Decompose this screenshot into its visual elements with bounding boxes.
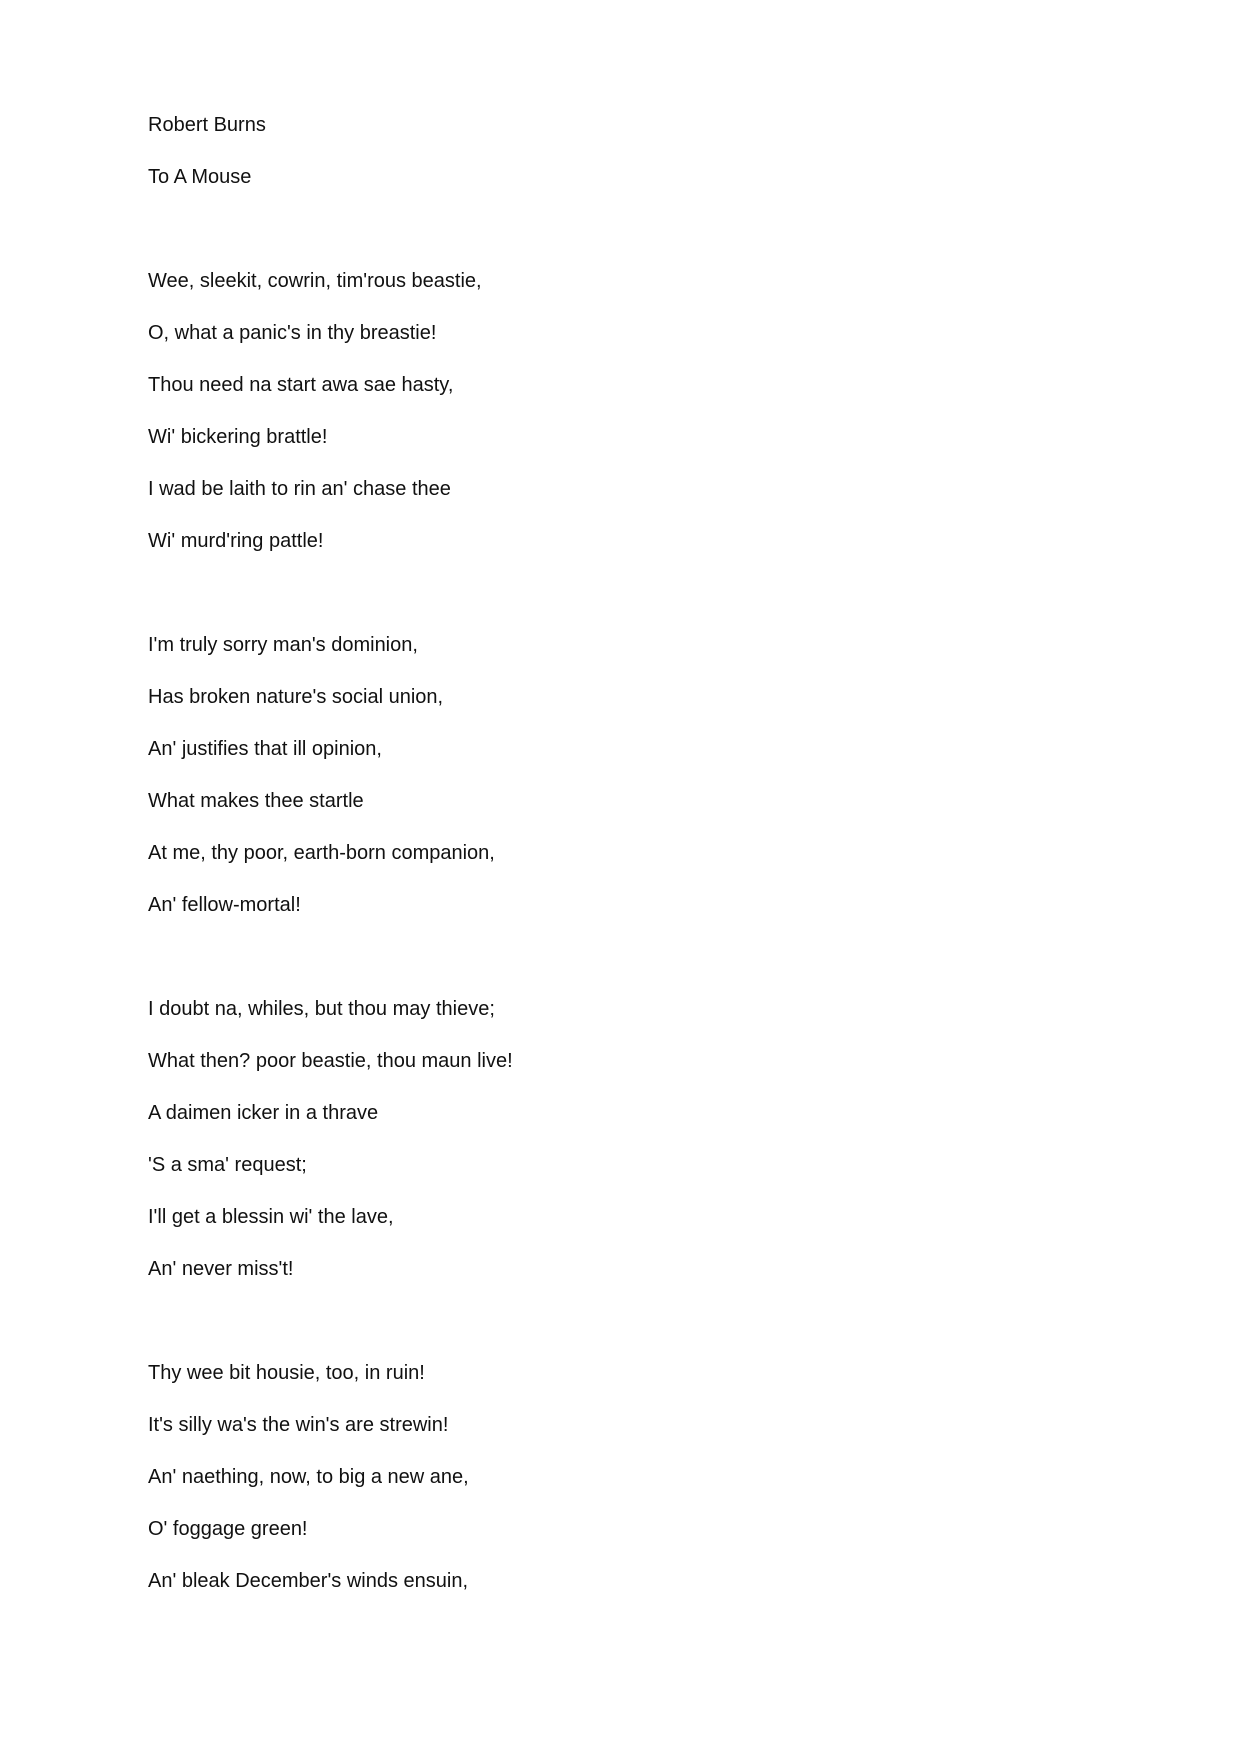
poem-line: Thy wee bit housie, too, in ruin!: [148, 1362, 425, 1384]
poem-line: Wi' bickering brattle!: [148, 426, 328, 448]
poem-line: I'll get a blessin wi' the lave,: [148, 1206, 394, 1228]
poem-author: Robert Burns: [148, 114, 266, 136]
poem-title: To A Mouse: [148, 166, 252, 188]
poem-line: Wee, sleekit, cowrin, tim'rous beastie,: [148, 270, 482, 292]
poem-line: An' naething, now, to big a new ane,: [148, 1466, 469, 1488]
poem-line: An' fellow-mortal!: [148, 894, 301, 916]
poem-line: O, what a panic's in thy breastie!: [148, 322, 437, 344]
poem-line: It's silly wa's the win's are strewin!: [148, 1414, 449, 1436]
poem-line: A daimen icker in a thrave: [148, 1102, 379, 1124]
poem-line: O' foggage green!: [148, 1518, 308, 1540]
poem-line: I wad be laith to rin an' chase thee: [148, 478, 451, 500]
poem-line: I doubt na, whiles, but thou may thieve;: [148, 998, 495, 1020]
poem-line: Wi' murd'ring pattle!: [148, 530, 324, 552]
poem-line: What then? poor beastie, thou maun live!: [148, 1050, 513, 1072]
poem-line: An' bleak December's winds ensuin,: [148, 1570, 469, 1592]
poem-line: An' never miss't!: [148, 1258, 294, 1280]
poem-line: 'S a sma' request;: [148, 1154, 307, 1176]
poem-line: Thou need na start awa sae hasty,: [148, 374, 454, 396]
poem-line: An' justifies that ill opinion,: [148, 738, 382, 760]
poem-line: I'm truly sorry man's dominion,: [148, 634, 418, 656]
poem-line: Has broken nature's social union,: [148, 686, 444, 708]
poem-line: What makes thee startle: [148, 790, 364, 812]
poem-line: At me, thy poor, earth-born companion,: [148, 842, 495, 864]
